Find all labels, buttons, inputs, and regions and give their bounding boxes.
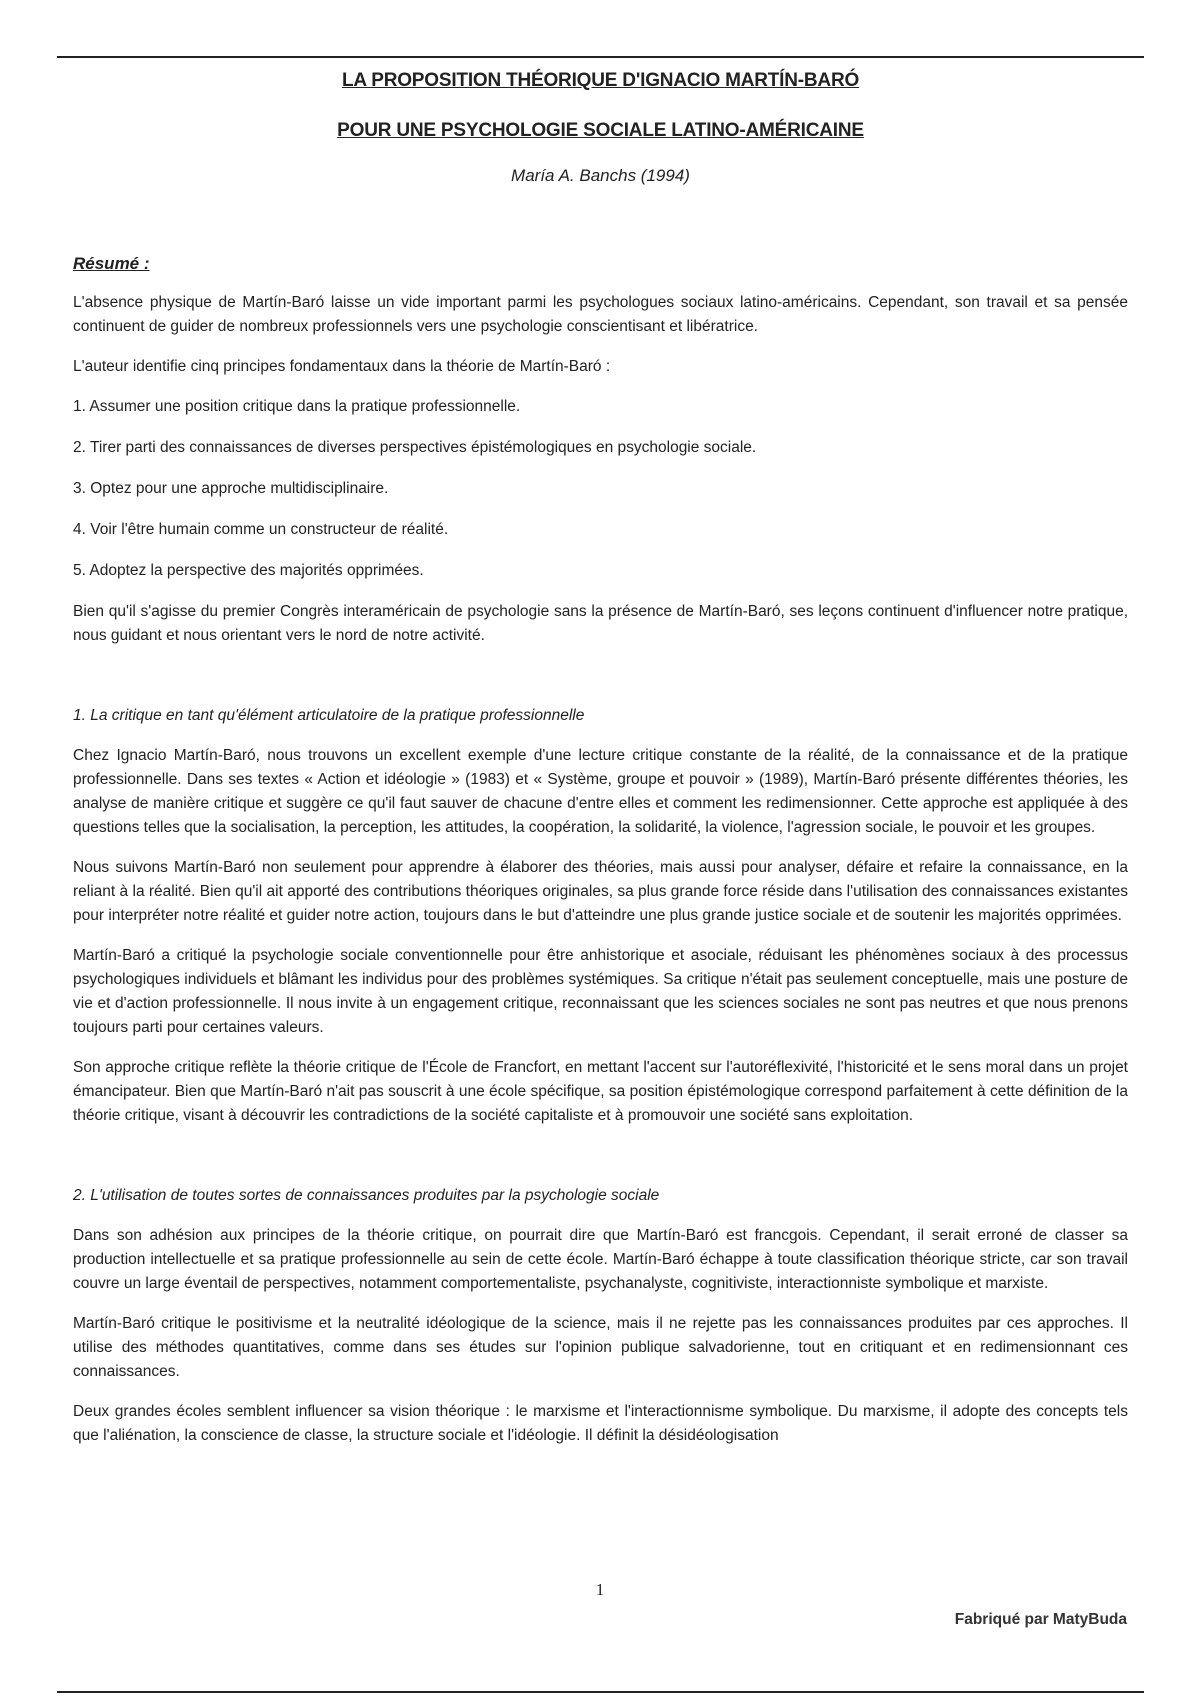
page-number: 1 [595, 1580, 605, 1599]
document-title-line-1: LA PROPOSITION THÉORIQUE D'IGNACIO MARTÍN-BARÓ [341, 70, 860, 91]
section-2-paragraph: Martín-Baró critique le positivisme et la neutralité idéologique de la science, mais il ne rejette pas les connaissances produites par ces approches. Il utilise des méthodes quantitatives, comme dans ses études sur l'opinion publique salvadorienne, tout en critiquant et en redimensionnant ces connaissances. [73, 1315, 1128, 1380]
bottom-rule [57, 1691, 1144, 1693]
resume-paragraph-2: L'auteur identifie cinq principes fondamentaux dans la théorie de Martín-Baró : [73, 358, 611, 375]
principle-item: 3. Optez pour une approche multidisciplinaire. [73, 480, 389, 497]
top-rule [57, 56, 1144, 58]
section-1-heading: 1. La critique en tant qu'élément articulatoire de la pratique professionnelle [73, 707, 585, 724]
section-2-heading: 2. L'utilisation de toutes sortes de connaissances produites par la psychologie sociale [73, 1187, 660, 1204]
principle-item: 2. Tirer parti des connaissances de diverses perspectives épistémologiques en psychologie sociale. [73, 439, 757, 456]
section-2-paragraph: Deux grandes écoles semblent influencer sa vision théorique : le marxisme et l'interactionnisme symbolique. Du marxisme, il adopte des concepts tels que l'aliénation, la conscience de classe, la structure sociale et l'idéologie. Il définit la désidéologisation [73, 1403, 1128, 1444]
footer-credit: Fabriqué par MatyBuda [954, 1611, 1127, 1628]
principle-item: 4. Voir l'être humain comme un constructeur de réalité. [73, 521, 449, 538]
document-page [73, 68, 1128, 1464]
section-2-paragraph: Dans son adhésion aux principes de la théorie critique, on pourrait dire que Martín-Baró est francgois. Cependant, il serait erroné de classer sa production intellectuelle et sa pratique professionnelle au sein de cette école. Martín-Baró échappe à toute classification théorique stricte, car son travail couvre un large éventail de perspectives, notamment comportementaliste, psychanalyste, cognitiviste, interactionniste symbolique et marxiste. [73, 1227, 1128, 1292]
principle-item: 1. Assumer une position critique dans la pratique professionnelle. [73, 398, 521, 415]
resume-paragraph-3: Bien qu'il s'agisse du premier Congrès interaméricain de psychologie sans la présence de Martín-Baró, ses leçons continuent d'influencer notre pratique, nous guidant et nous orientant vers le nord de notre activité. [73, 603, 1128, 644]
document-author: María A. Banchs (1994) [511, 166, 690, 185]
section-1-paragraph: Nous suivons Martín-Baró non seulement pour apprendre à élaborer des théories, mais aussi pour analyser, défaire et refaire la connaissance, en la reliant à la réalité. Bien qu'il ait apporté des contributions théoriques originales, sa plus grande force réside dans l'utilisation des connaissances existantes pour interpréter notre réalité et guider notre action, toujours dans le but d'atteindre une plus grande justice sociale et de soutenir les majorités opprimées. [73, 859, 1128, 924]
resume-paragraph-1: L'absence physique de Martín-Baró laisse un vide important parmi les psychologues sociaux latino-américains. Cependant, son travail et sa pensée continuent de guider de nombreux professionnels vers une psychologie conscientisant et libératrice. [73, 294, 1128, 335]
principle-item: 5. Adoptez la perspective des majorités opprimées. [73, 562, 424, 579]
resume-heading: Résumé : [73, 254, 150, 273]
section-1-paragraph: Son approche critique reflète la théorie critique de l'École de Francfort, en mettant l'accent sur l'autoréflexivité, l'historicité et le sens moral dans un projet émancipateur. Bien que Martín-Baró n'ait pas souscrit à une école spécifique, sa position épistémologique correspond parfaitement à cette définition de la théorie critique, visant à découvrir les contradictions de la société capitaliste et à promouvoir une société sans exploitation. [73, 1059, 1128, 1124]
principles-list [73, 395, 1128, 583]
section-1-paragraph: Martín-Baró a critiqué la psychologie sociale conventionnelle pour être anhistorique et asociale, réduisant les phénomènes sociaux à des processus psychologiques individuels et blâmant les individus pour des problèmes systémiques. Sa critique n'était pas seulement conceptuelle, mais une posture de vie et d'action professionnelle. Il nous invite à un engagement critique, reconnaissant que les sciences sociales ne sont pas neutres et que nous prenons toujours parti pour certaines valeurs. [73, 947, 1128, 1036]
document-title-line-2: POUR UNE PSYCHOLOGIE SOCIALE LATINO-AMÉRICAINE [337, 120, 864, 141]
section-1-paragraph: Chez Ignacio Martín-Baró, nous trouvons un excellent exemple d'une lecture critique constante de la réalité, de la connaissance et de la pratique professionnelle. Dans ses textes « Action et idéologie » (1983) et « Système, groupe et pouvoir » (1989), Martín-Baró présente différentes théories, les analyse de manière critique et suggère ce qu'il faut sauver de chacune d'entre elles et comment les redimensionner. Cette approche est appliquée à des questions telles que la socialisation, la perception, les attitudes, la coopération, la solidarité, la violence, l'agression sociale, le pouvoir et les groupes. [73, 747, 1128, 836]
